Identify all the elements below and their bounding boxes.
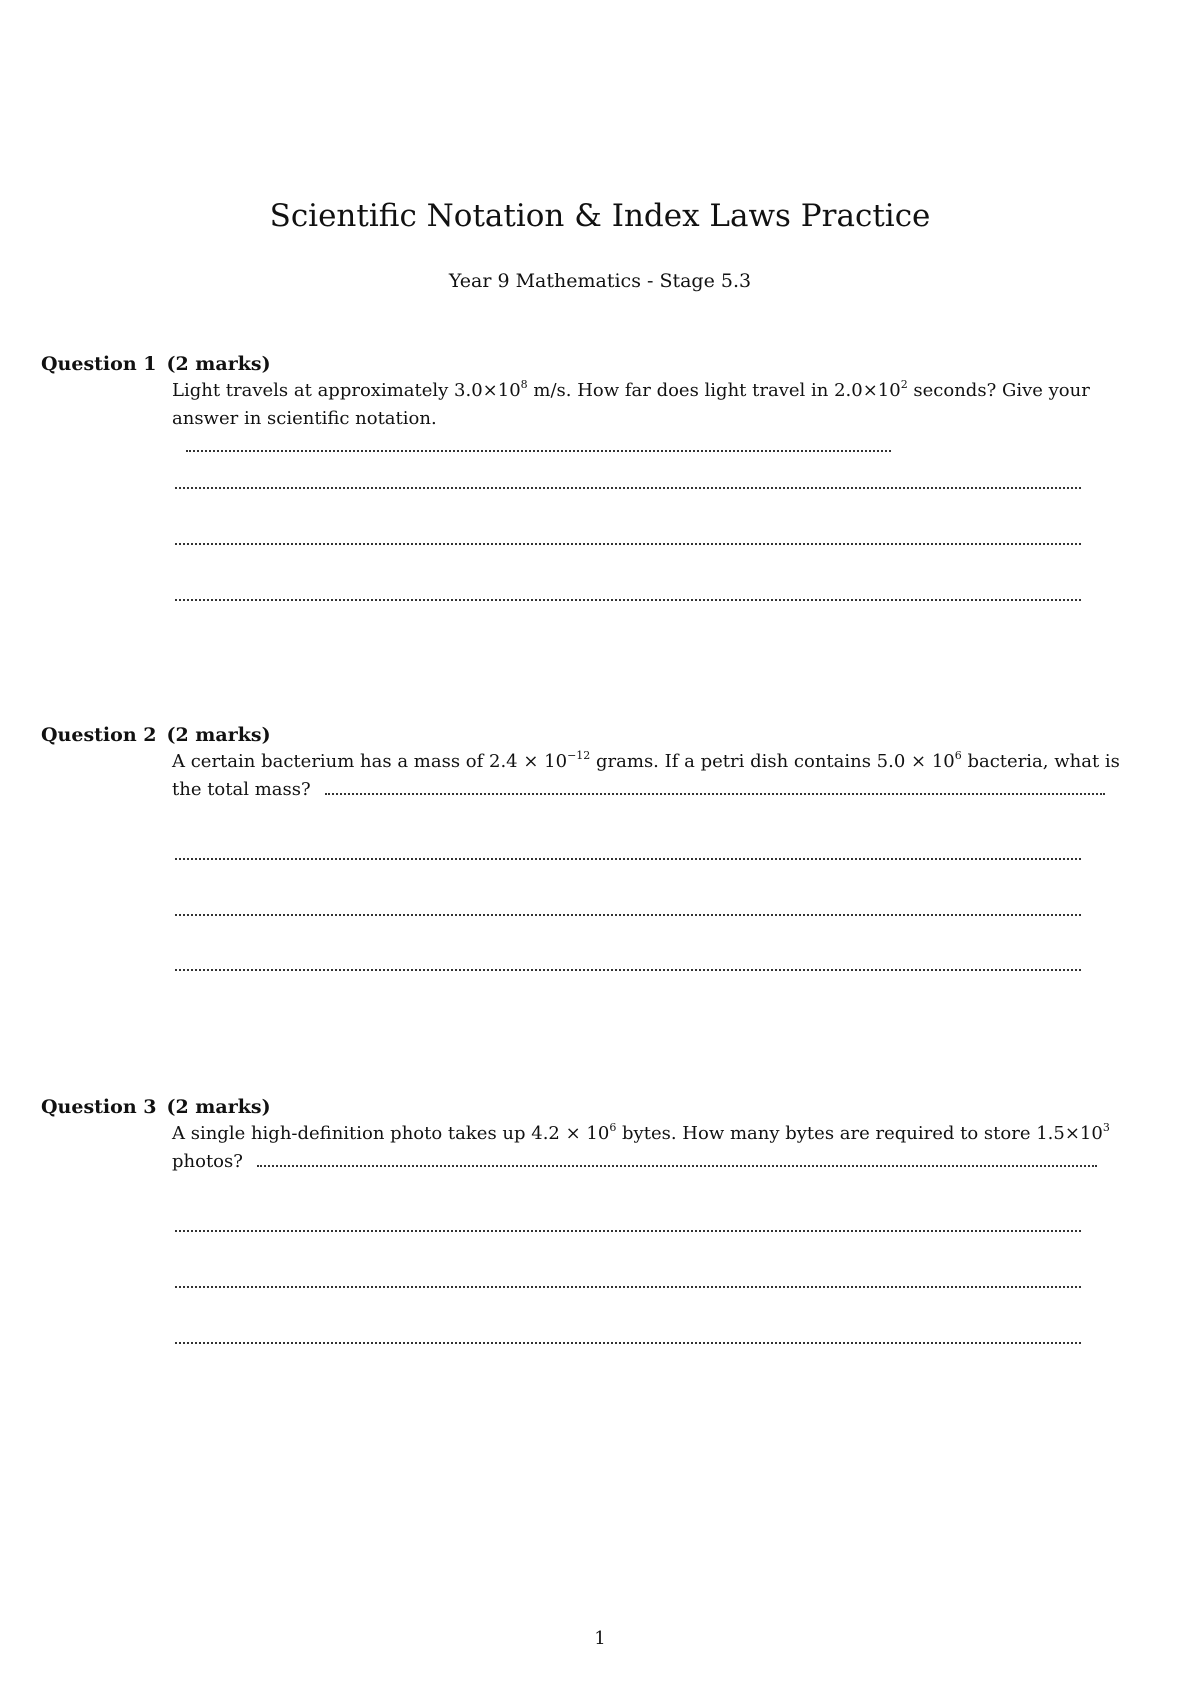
answer-line[interactable] [175,1286,1081,1288]
question-text-part: photos? [172,1151,243,1172]
question-text-part: seconds? Give your answer in scientific notation. [172,380,1090,429]
answer-line-inline[interactable] [257,1165,1097,1167]
question-marks: (2 marks) [166,724,271,746]
question-header [41,722,1200,748]
question-text [172,1120,1122,1176]
answer-line-inline[interactable] [325,793,1105,795]
answer-line[interactable] [175,969,1081,971]
answer-line[interactable] [175,543,1081,545]
question-text-part: bytes. How many bytes are required to store 1.5×10 [616,1123,1103,1144]
answer-line[interactable] [175,487,1081,489]
exponent: 6 [609,1121,617,1134]
question-text-part: m/s. How far does light travel in 2.0×10 [527,380,901,401]
question-header [41,351,1200,377]
page-number: 1 [594,1628,606,1649]
question-label: Question 1 [41,353,157,375]
answer-line[interactable] [175,858,1081,860]
exponent: 8 [520,378,528,391]
question-text [172,377,1122,461]
question-3 [41,1094,1200,1176]
answer-line[interactable] [175,914,1081,916]
question-text-part: bacteria, what is the total mass? [172,751,1120,800]
question-header [41,1094,1200,1120]
worksheet-title: Scientific Notation & Index Laws Practice [269,198,931,234]
question-label: Question 2 [41,724,157,746]
exponent: 6 [954,749,962,762]
worksheet-subtitle: Year 9 Mathematics - Stage 5.3 [448,270,752,292]
exponent: 2 [900,378,908,391]
answer-line[interactable] [175,1342,1081,1344]
question-text-part: Light travels at approximately 3.0×10 [172,380,521,401]
question-text-part: A certain bacterium has a mass of 2.4 × 10 [172,751,568,772]
question-marks: (2 marks) [166,353,271,375]
question-label: Question 3 [41,1096,157,1118]
question-1 [41,351,1200,461]
question-text-part: A single high-definition photo takes up 4.2 × 10 [172,1123,610,1144]
answer-line-inline[interactable] [186,450,891,452]
question-text-part: grams. If a petri dish contains 5.0 × 10 [590,751,955,772]
exponent: 3 [1102,1121,1110,1134]
question-2 [41,722,1200,804]
exponent: −12 [567,749,591,762]
question-text [172,748,1122,804]
answer-line[interactable] [175,1230,1081,1232]
answer-line[interactable] [175,599,1081,601]
question-marks: (2 marks) [166,1096,271,1118]
